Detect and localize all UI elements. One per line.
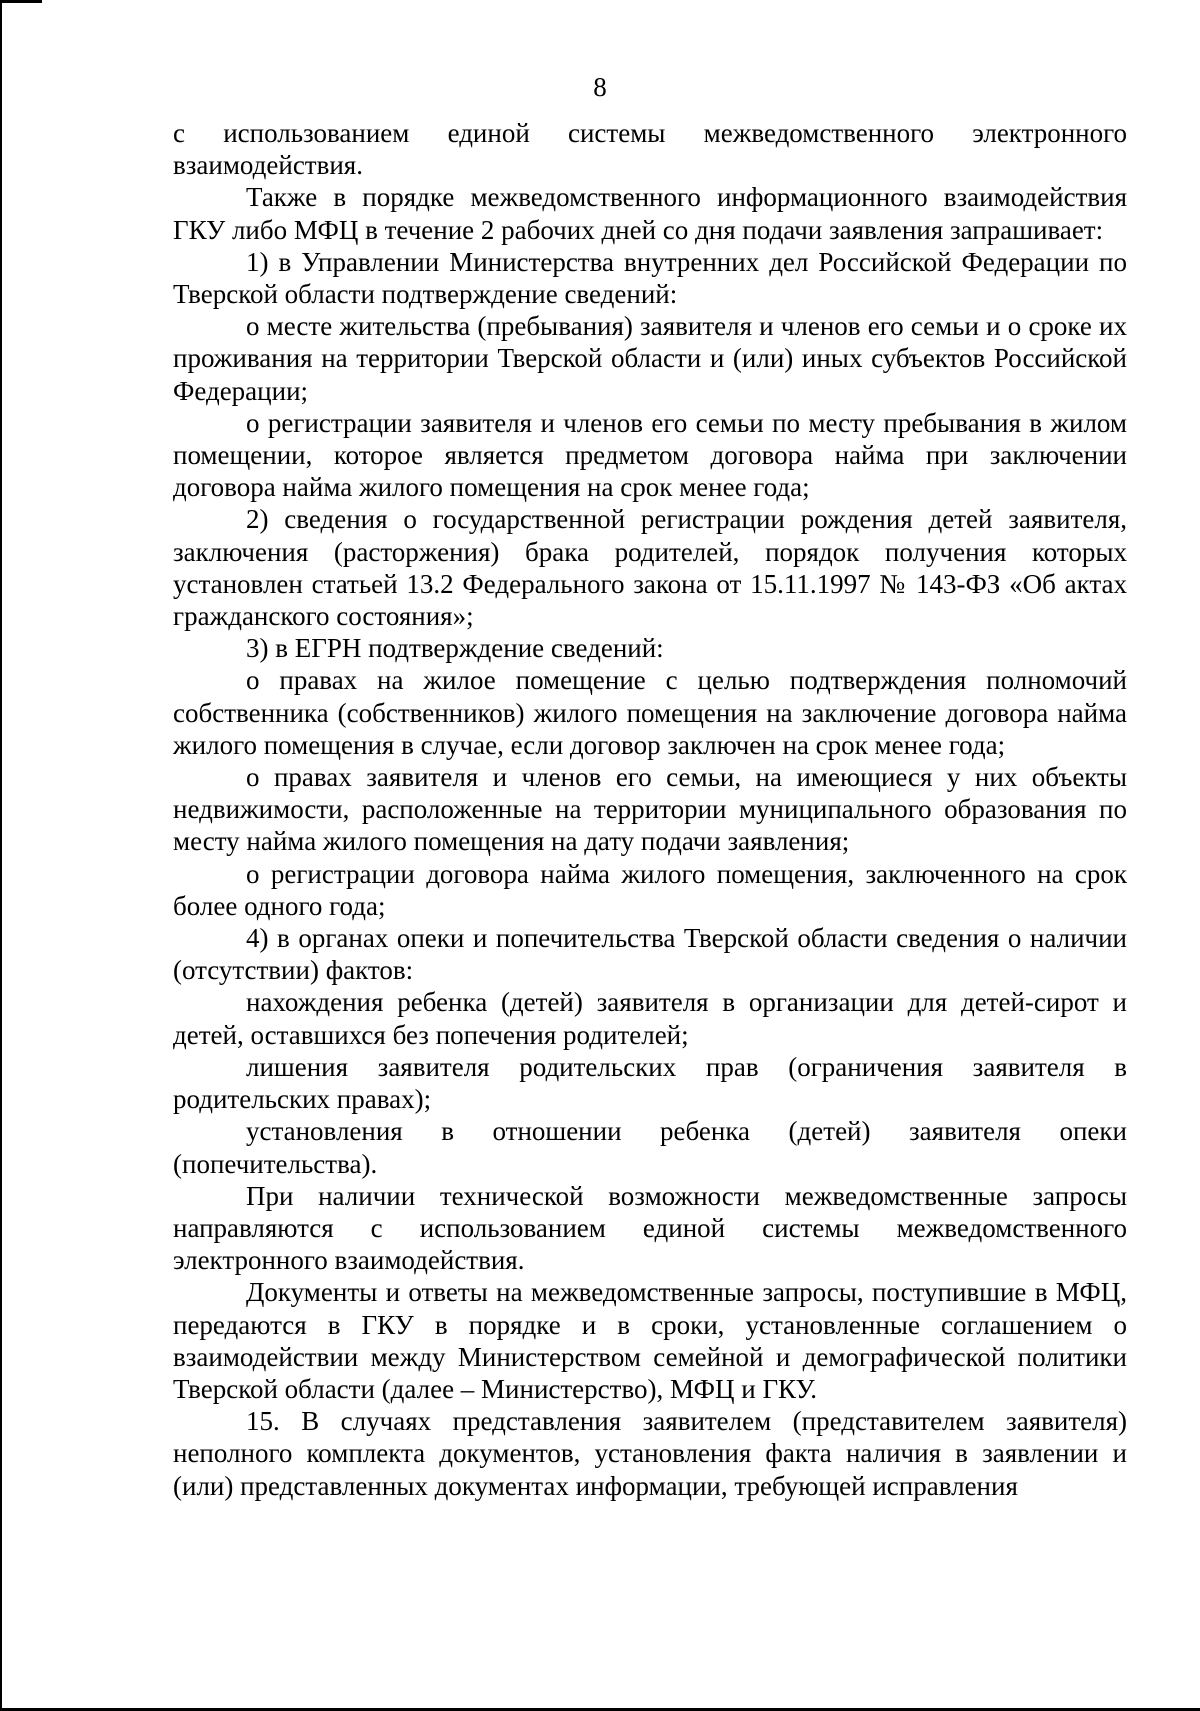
paragraph-10: о регистрации договора найма жилого помещения, заключенного на срок более одного года; <box>173 858 1127 921</box>
scan-edge-top <box>0 0 42 3</box>
paragraph-16: Документы и ответы на межведомственные запросы, поступившие в МФЦ, передаются в ГКУ в порядке и в сроки, установленные соглашением о взаимодействии между Министерством семейной и демографической политики Тверской области (далее – Министерство), МФЦ и ГКУ. <box>173 1277 1127 1404</box>
paragraph-12: нахождения ребенка (детей) заявителя в организации для детей-сирот и детей, оставшихся без попечения родителей; <box>173 987 1127 1050</box>
paragraph-8: о правах на жилое помещение с целью подтверждения полномочий собственника (собственников) жилого помещения на заключение договора найма жилого помещения в случае, если договор заключен на срок менее года; <box>173 665 1127 760</box>
paragraph-4: о месте жительства (пребывания) заявителя и членов его семьи и о сроке их проживания на территории Тверской области и (или) иных субъектов Российской Федерации; <box>173 311 1127 406</box>
page-number: 8 <box>593 72 607 102</box>
scan-edge-left <box>0 0 2 1711</box>
paragraph-6: 2) сведения о государственной регистрации рождения детей заявителя, заключения (расторжения) брака родителей, порядок получения которых установлен статьей 13.2 Федерального закона от 15.11.1997 № 143-ФЗ «Об актах гражданского состояния»; <box>173 504 1127 632</box>
paragraph-7: 3) в ЕГРН подтверждение сведений: <box>246 633 664 664</box>
paragraph-5: о регистрации заявителя и членов его семьи по месту пребывания в жилом помещении, которое является предметом договора найма при заключении договора найма жилого помещения на срок менее года; <box>173 407 1127 503</box>
paragraph-14: установления в отношении ребенка (детей) заявителя опеки (попечительства). <box>173 1116 1127 1179</box>
paragraph-17: 15. В случаях представления заявителем (представителем заявителя) неполного комплекта документов, установления факта наличия в заявлении и (или) представленных документах информации, требующей исправления <box>173 1406 1127 1501</box>
paragraph-15: При наличии технической возможности межведомственные запросы направляются с использованием единой системы межведомственного электронного взаимодействия. <box>173 1180 1127 1276</box>
paragraph-11: 4) в органах опеки и попечительства Тверской области сведения о наличии (отсутствии) фактов: <box>173 923 1127 986</box>
paragraph-3: 1) в Управлении Министерства внутренних дел Российской Федерации по Тверской области подтверждение сведений: <box>173 246 1127 310</box>
paragraph-1: с использованием единой системы межведомственного электронного взаимодействия. <box>173 118 1127 181</box>
paragraph-2: Также в порядке межведомственного информационного взаимодействия ГКУ либо МФЦ в течение 2 рабочих дней со дня подачи заявления запрашивает: <box>173 182 1127 245</box>
paragraph-13: лишения заявителя родительских прав (ограничения заявителя в родительских правах); <box>173 1051 1127 1115</box>
document-body <box>173 117 1127 1502</box>
paragraph-9: о правах заявителя и членов его семьи, на имеющиеся у них объекты недвижимости, расположенные на территории муниципального образования по месту найма жилого помещения на дату подачи заявления; <box>173 762 1127 857</box>
